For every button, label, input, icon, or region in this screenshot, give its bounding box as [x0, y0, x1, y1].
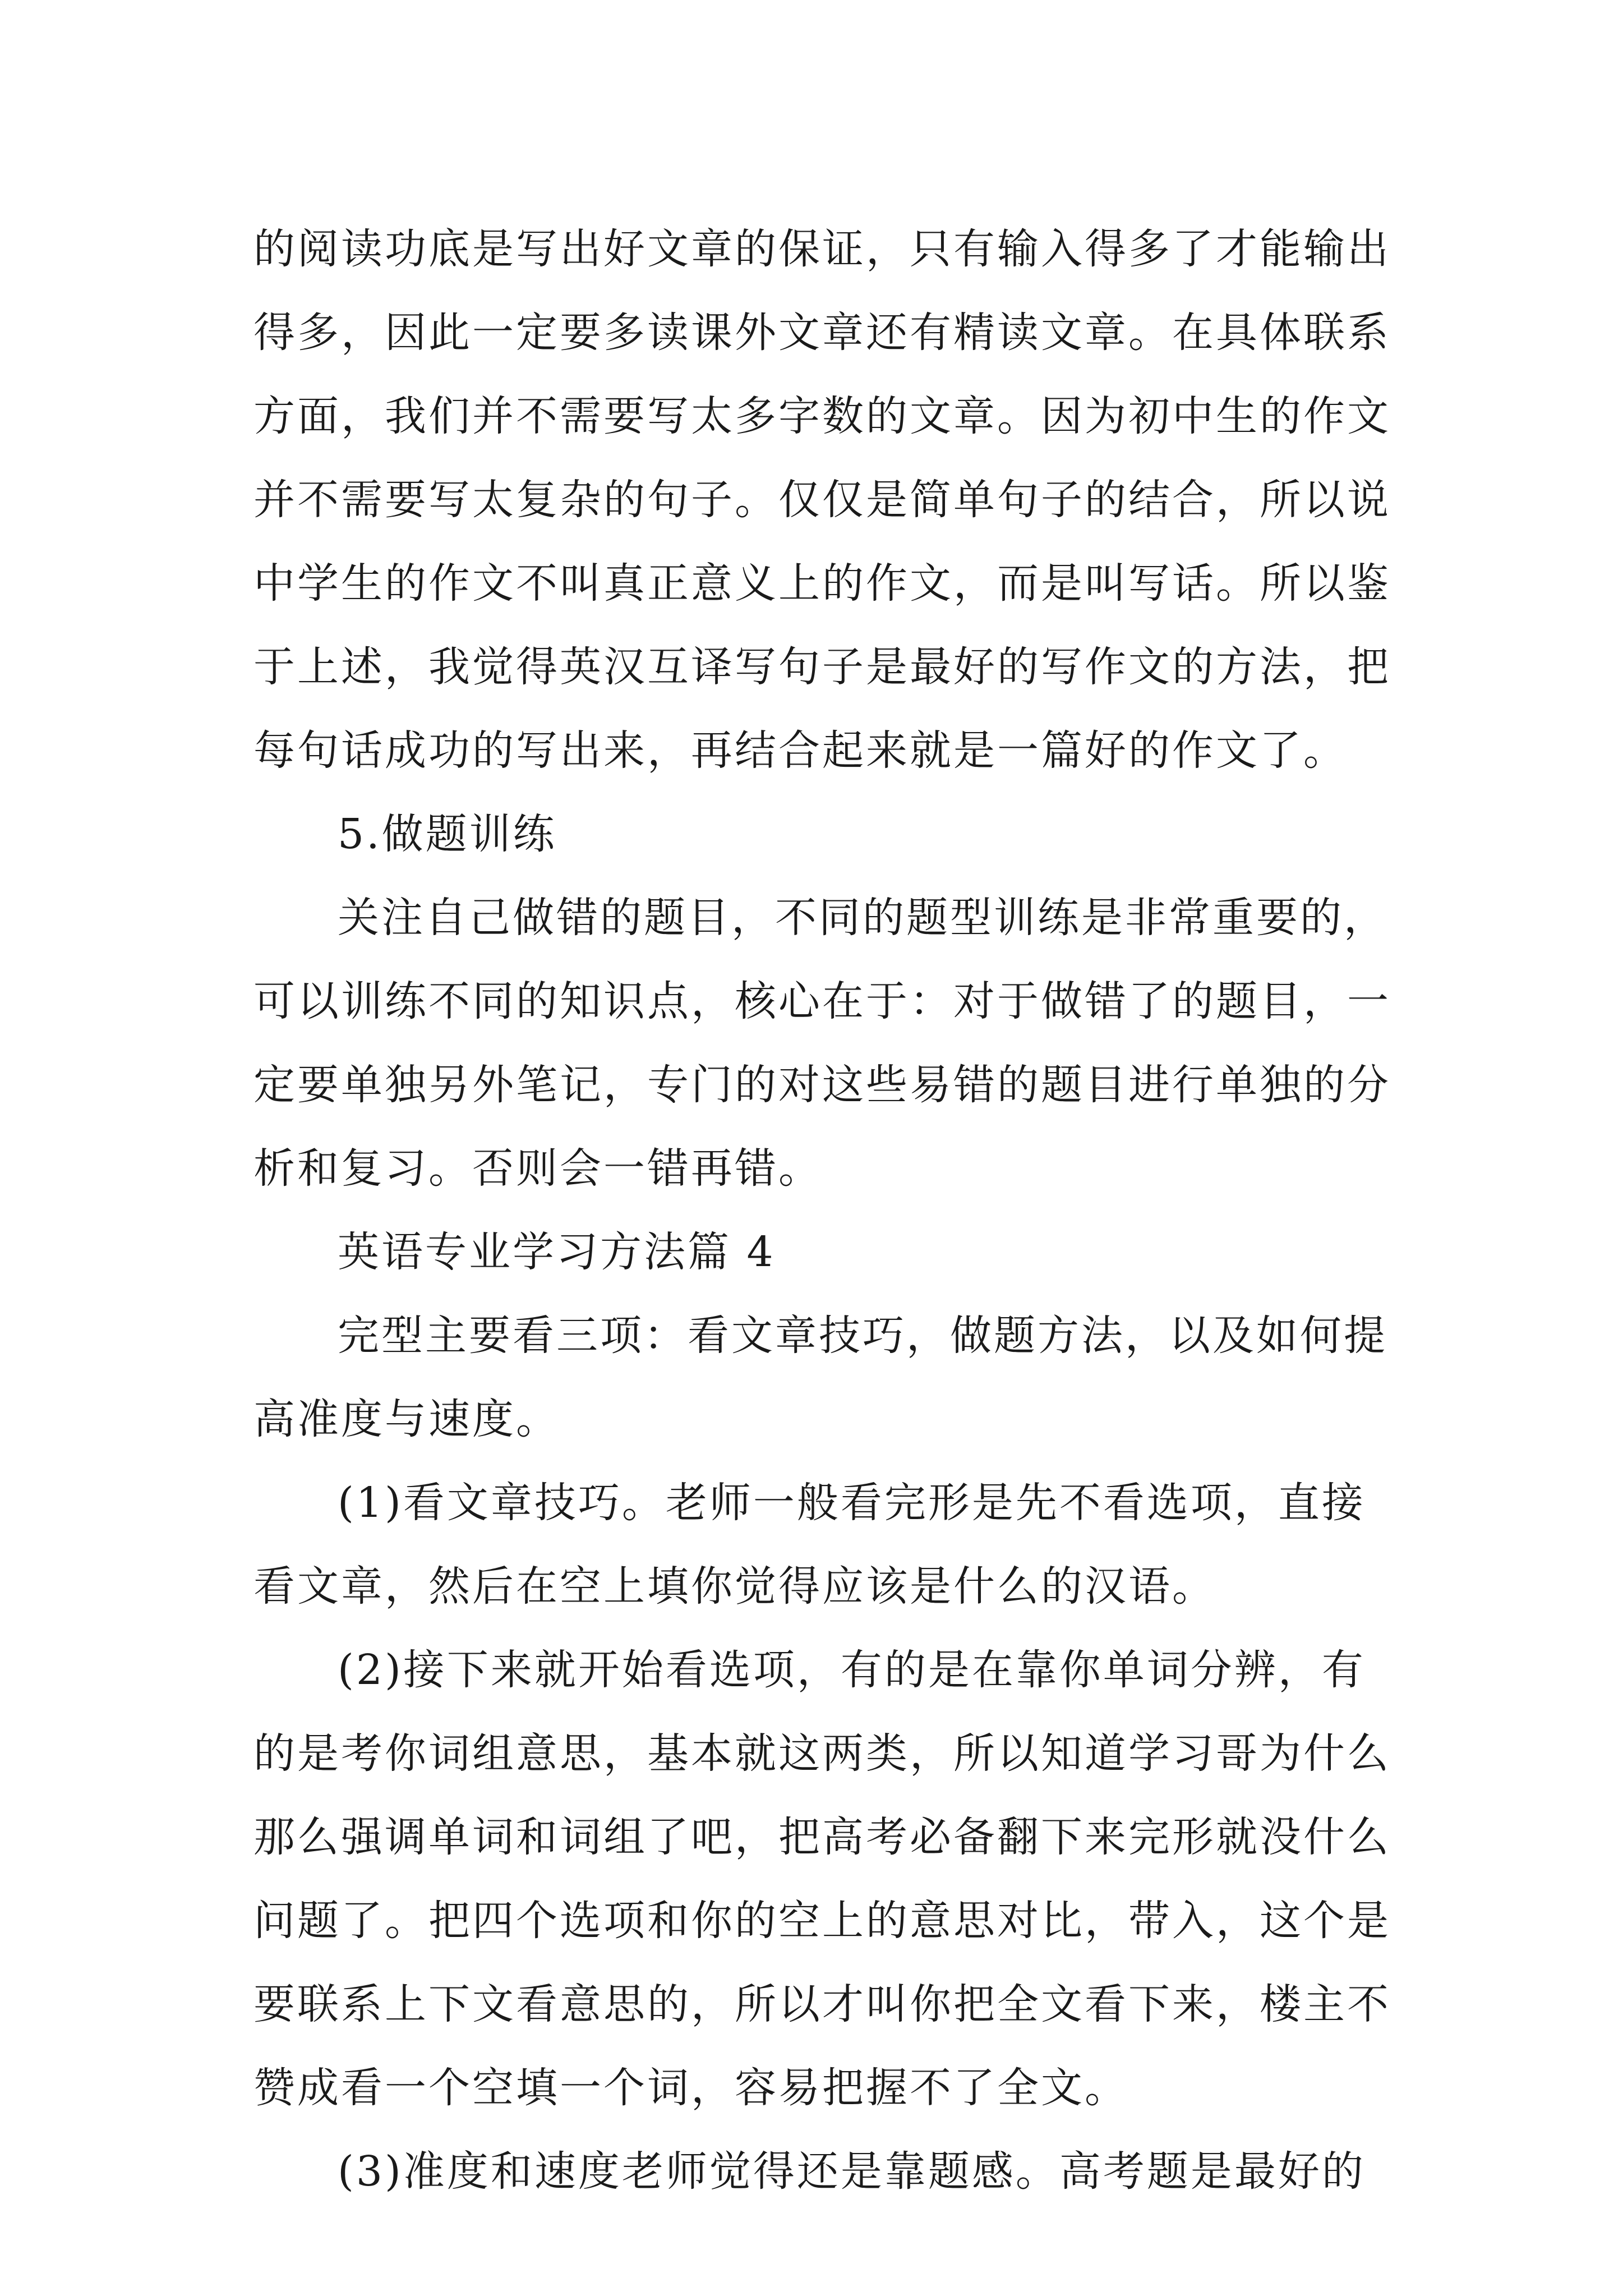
- text-line: 那么强调单词和词组了吧，把高考必备翻下来完形就没什么: [253, 1813, 1391, 1861]
- text-line: (3)准度和速度老师觉得还是靠题感。高考题是最好的: [338, 2147, 1366, 2196]
- section-heading: 5.做题训练: [338, 810, 557, 858]
- text-line: 方面，我们并不需要写太多字数的文章。因为初中生的作文: [253, 392, 1391, 440]
- text-line: 的是考你词组意思，基本就这两类，所以知道学习哥为什么: [253, 1729, 1391, 1778]
- text-line: 的阅读功底是写出好文章的保证，只有输入得多了才能输出: [253, 225, 1391, 273]
- document-body: [253, 208, 1391, 2214]
- text-line: 赞成看一个空填一个词，容易把握不了全文。: [253, 2064, 1128, 2112]
- text-line: 中学生的作文不叫真正意义上的作文，而是叫写话。所以鉴: [253, 559, 1391, 608]
- text-line: 看文章，然后在空上填你觉得应该是什么的汉语。: [253, 1562, 1216, 1611]
- text-line: 析和复习。否则会一错再错。: [253, 1144, 822, 1193]
- text-line: 得多，因此一定要多读课外文章还有精读文章。在具体联系: [253, 309, 1391, 357]
- text-line: (2)接下来就开始看选项，有的是在靠你单词分辨，有: [338, 1646, 1366, 1694]
- text-line: 要联系上下文看意思的，所以才叫你把全文看下来，楼主不: [253, 1980, 1391, 2028]
- text-line: 于上述，我觉得英汉互译写句子是最好的写作文的方法，把: [253, 643, 1391, 691]
- text-line: 关注自己做错的题目，不同的题型训练是非常重要的，: [338, 894, 1387, 942]
- text-line: (1)看文章技巧。老师一般看完形是先不看选项，直接: [338, 1479, 1366, 1527]
- text-line: 每句话成功的写出来，再结合起来就是一篇好的作文了。: [253, 726, 1347, 775]
- text-line: 并不需要写太复杂的句子。仅仅是简单句子的结合，所以说: [253, 476, 1391, 524]
- text-line: 高准度与速度。: [253, 1395, 560, 1443]
- section-heading: 英语专业学习方法篇 4: [338, 1228, 776, 1276]
- text-line: 定要单独另外笔记，专门的对这些易错的题目进行单独的分: [253, 1061, 1391, 1109]
- text-line: 可以训练不同的知识点，核心在于：对于做错了的题目，一: [253, 977, 1391, 1025]
- text-line: 问题了。把四个选项和你的空上的意思对比，带入，这个是: [253, 1897, 1391, 1945]
- text-line: 完型主要看三项：看文章技巧，做题方法，以及如何提: [338, 1312, 1387, 1360]
